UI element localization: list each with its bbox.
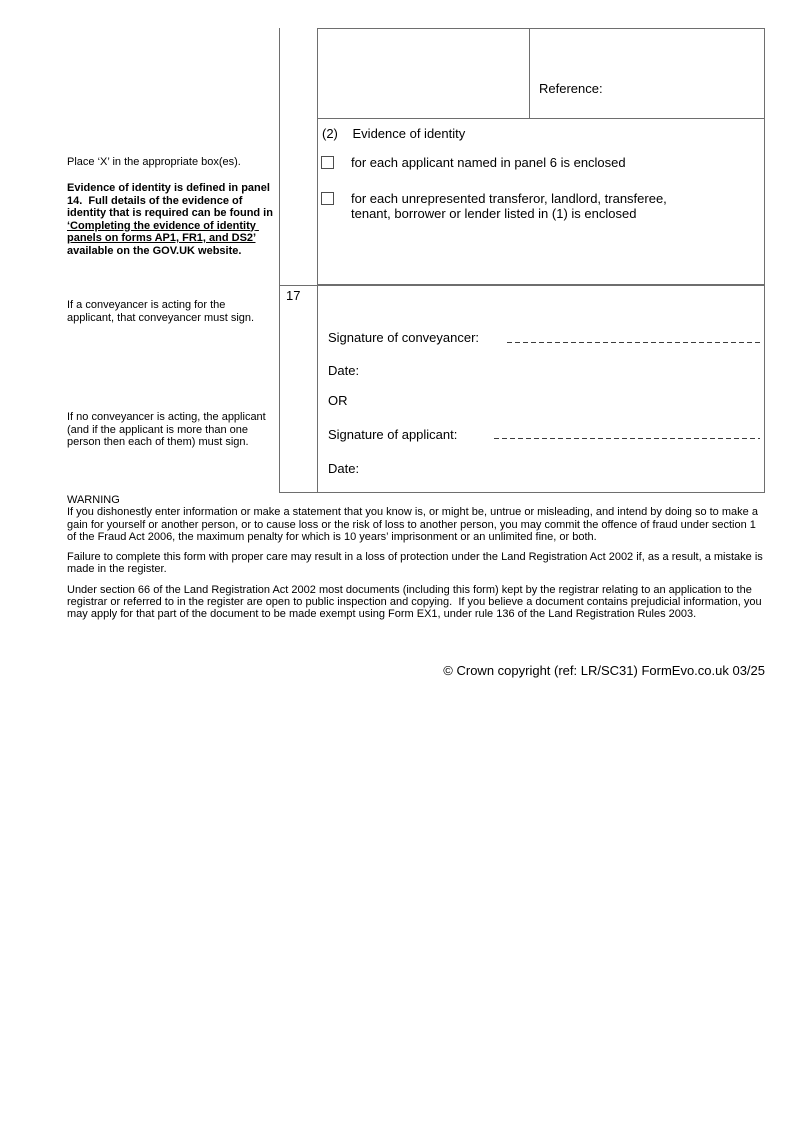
margin-note-no-conveyancer: If no conveyancer is acting, the applicant (and if the applicant is more than one person then each of them) must sign. xyxy=(67,411,269,448)
panel-17-number-cell xyxy=(280,286,318,492)
panel-17-signatures xyxy=(279,285,765,493)
signature-line-conveyancer[interactable] xyxy=(507,342,760,343)
crown-copyright-line: © Crown copyright (ref: LR/SC31) FormEvo.co.uk 03/25 xyxy=(443,663,765,678)
evidence-option-applicant xyxy=(321,155,706,170)
signature-of-conveyancer-label: Signature of conveyancer: xyxy=(328,330,480,345)
warning-section xyxy=(67,494,766,621)
checkbox-label-applicant: for each applicant named in panel 6 is enclosed xyxy=(351,155,626,170)
evidence-panel-heading xyxy=(322,126,465,141)
panel-17-number: 17 xyxy=(286,288,301,303)
margin-note-place-x: Place ‘X’ in the appropriate box(es). xyxy=(67,156,241,168)
evidence-panel-number: (2) xyxy=(322,126,338,141)
warning-paragraph-protection: Failure to complete this form with proper care may result in a loss of protection under the Land Registration Act 2002 if, as a result, a mistake is made in the register. xyxy=(67,551,766,576)
margin-note-evidence-definition xyxy=(67,182,275,257)
note-evidence-text-after: available on the GOV.UK website. xyxy=(67,232,259,257)
reference-and-evidence-table xyxy=(317,28,765,285)
margin-note-conveyancer-must-sign: If a conveyancer is acting for the applicant, that conveyancer must sign. xyxy=(67,299,255,324)
evidence-guidance-link[interactable]: ‘Completing the evidence of identity panels on forms AP1, FR1, and DS2’ xyxy=(67,219,259,244)
reference-field-cell[interactable] xyxy=(529,29,764,118)
signature-line-applicant[interactable] xyxy=(494,438,760,439)
evidence-of-identity-panel xyxy=(318,119,764,284)
note-evidence-text-before: Evidence of identity is defined in panel 14. Full details of the evidence of identity that is required can be found in xyxy=(67,182,277,219)
evidence-option-unrepresented xyxy=(321,191,706,221)
warning-paragraph-inspection: Under section 66 of the Land Registration Act 2002 most documents (including this form) kept by the registrar relating to an application to the registrar or referred to in the register are open to public inspection and copying. If you believe a document contains prejudicial information, you may apply for that part of the document to be made exempt using Form EX1, under rule 136 of the Land Registration Rules 2003. xyxy=(67,583,765,621)
reference-label: Reference: xyxy=(539,81,603,96)
checkbox-unrepresented-evidence[interactable] xyxy=(321,192,334,205)
warning-heading: WARNING xyxy=(67,494,120,506)
date-label-applicant: Date: xyxy=(328,461,360,476)
warning-paragraph-fraud: If you dishonestly enter information or make a statement that you know is, or might be, untrue or misleading, and intend by doing so to make a gain for yourself or another person, or to cause loss or the risk of loss to another person, you may commit the offence of fraud under section 1 of the Fraud Act 2006, the maximum penalty for which is 10 years’ imprisonment or an unlimited fine, or both. xyxy=(67,506,761,543)
signature-of-applicant-label: Signature of applicant: xyxy=(328,427,458,442)
panel-number-column-divider xyxy=(279,28,280,285)
checkbox-applicant-evidence[interactable] xyxy=(321,156,334,169)
evidence-panel-title: Evidence of identity xyxy=(352,126,466,141)
date-label-conveyancer: Date: xyxy=(328,363,360,378)
reference-row xyxy=(318,29,764,119)
or-label: OR xyxy=(328,393,348,408)
checkbox-label-unrepresented: for each unrepresented transferor, landlord, transferee, tenant, borrower or lender listed in (1) is enclosed xyxy=(351,191,667,221)
